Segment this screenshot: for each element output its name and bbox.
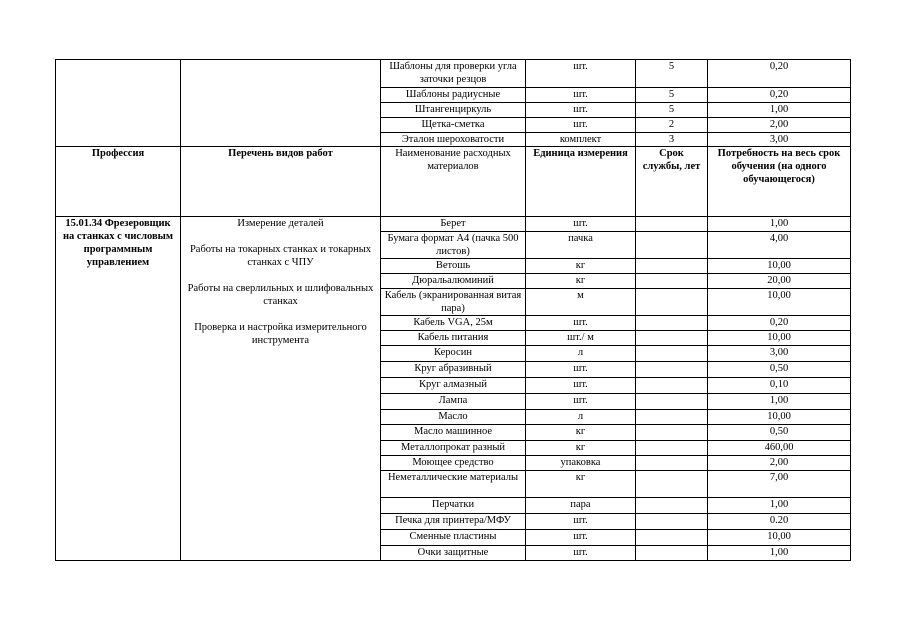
material-name: Лампа (381, 394, 526, 410)
material-term (636, 514, 708, 530)
header-material-name: Наименование расходных материалов (381, 147, 526, 217)
material-unit: шт. (526, 378, 636, 394)
material-name: Штангенциркуль (381, 103, 526, 118)
header-works: Перечень видов работ (181, 147, 381, 217)
material-name: Шаблоны радиусные (381, 88, 526, 103)
material-term: 3 (636, 133, 708, 147)
material-unit: пачка (526, 232, 636, 259)
material-unit: шт. (526, 546, 636, 561)
material-unit: комплект (526, 133, 636, 147)
material-term (636, 530, 708, 546)
material-need: 3,00 (708, 133, 851, 147)
material-name: Очки защитные (381, 546, 526, 561)
material-unit: кг (526, 259, 636, 274)
material-need: 10,00 (708, 530, 851, 546)
material-term (636, 394, 708, 410)
material-need: 1,00 (708, 103, 851, 118)
material-name: Берет (381, 217, 526, 232)
material-need: 0,20 (708, 316, 851, 331)
material-need: 0,50 (708, 362, 851, 378)
material-unit: упаковка (526, 456, 636, 471)
materials-table (55, 59, 851, 561)
material-need: 2,00 (708, 118, 851, 133)
material-need: 0,10 (708, 378, 851, 394)
profession-cell: 15.01.34 Фрезеровщик на станках с числовым программным управлением (56, 217, 181, 561)
top-rows (56, 60, 851, 147)
material-term (636, 410, 708, 425)
works-cell (181, 217, 381, 561)
material-name: Ветошь (381, 259, 526, 274)
work-item: Проверка и настройка измерительного инструмента (194, 322, 367, 346)
material-term (636, 316, 708, 331)
material-term (636, 425, 708, 441)
empty-works-cell (181, 60, 381, 147)
material-unit: л (526, 410, 636, 425)
material-name: Шаблоны для проверки угла заточки резцов (381, 60, 526, 88)
material-unit: л (526, 346, 636, 362)
material-unit: шт. (526, 514, 636, 530)
material-unit: кг (526, 471, 636, 498)
material-unit: шт. (526, 316, 636, 331)
material-rows (56, 217, 851, 561)
material-term (636, 362, 708, 378)
material-need: 0,20 (708, 88, 851, 103)
material-name: Кабель питания (381, 331, 526, 346)
material-need: 10,00 (708, 410, 851, 425)
material-unit: пара (526, 498, 636, 514)
material-term (636, 331, 708, 346)
material-need: 1,00 (708, 546, 851, 561)
material-need: 20,00 (708, 274, 851, 289)
material-term: 5 (636, 60, 708, 88)
material-need: 3,00 (708, 346, 851, 362)
material-unit: шт. (526, 88, 636, 103)
material-name: Бумага формат А4 (пачка 500 листов) (381, 232, 526, 259)
material-need: 0,50 (708, 425, 851, 441)
material-unit: шт. (526, 103, 636, 118)
material-term (636, 346, 708, 362)
material-name: Дюральалюминий (381, 274, 526, 289)
material-name: Эталон шероховатости (381, 133, 526, 147)
material-unit: кг (526, 441, 636, 456)
material-unit: кг (526, 274, 636, 289)
header-profession: Профессия (56, 147, 181, 217)
work-item: Работы на токарных станках и токарных станках с ЧПУ (189, 244, 372, 268)
material-unit: шт. (526, 118, 636, 133)
material-need: 460,00 (708, 441, 851, 456)
material-name: Кабель (экранированная витая пара) (381, 289, 526, 316)
material-term (636, 217, 708, 232)
material-unit: шт. (526, 394, 636, 410)
material-need: 0,20 (708, 60, 851, 88)
material-term (636, 378, 708, 394)
material-term (636, 289, 708, 316)
material-name: Масло (381, 410, 526, 425)
material-need: 1,00 (708, 498, 851, 514)
spacer (184, 308, 377, 321)
material-need: 10,00 (708, 259, 851, 274)
header-rows (56, 147, 851, 217)
material-term (636, 498, 708, 514)
material-term (636, 274, 708, 289)
material-term (636, 232, 708, 259)
header-unit: Единица измерения (526, 147, 636, 217)
material-need: 1,00 (708, 394, 851, 410)
material-term (636, 546, 708, 561)
header-term: Срок службы, лет (636, 147, 708, 217)
material-term (636, 441, 708, 456)
material-need: 2,00 (708, 456, 851, 471)
table-row (56, 217, 851, 232)
material-term: 5 (636, 88, 708, 103)
material-name: Кабель VGA, 25м (381, 316, 526, 331)
material-need: 10,00 (708, 289, 851, 316)
material-name: Керосин (381, 346, 526, 362)
header-need: Потребность на весь срок обучения (на одного обучающегося) (708, 147, 851, 217)
material-unit: м (526, 289, 636, 316)
material-name: Круг алмазный (381, 378, 526, 394)
material-unit: шт. (526, 217, 636, 232)
material-term: 2 (636, 118, 708, 133)
material-name: Перчатки (381, 498, 526, 514)
material-name: Печка для принтера/МФУ (381, 514, 526, 530)
material-need: 10,00 (708, 331, 851, 346)
material-name: Неметаллические материалы (381, 471, 526, 498)
material-need: 1,00 (708, 217, 851, 232)
work-item: Работы на сверлильных и шлифовальных станках (187, 283, 374, 307)
material-unit: шт. (526, 60, 636, 88)
material-name: Щетка-сметка (381, 118, 526, 133)
table-row (56, 60, 851, 88)
material-name: Круг абразивный (381, 362, 526, 378)
material-unit: шт./ м (526, 331, 636, 346)
material-term (636, 456, 708, 471)
work-item: Измерение деталей (237, 218, 324, 229)
material-term (636, 471, 708, 498)
material-term (636, 259, 708, 274)
material-name: Металлопрокат разный (381, 441, 526, 456)
spacer (184, 269, 377, 282)
material-name: Масло машинное (381, 425, 526, 441)
material-unit: кг (526, 425, 636, 441)
material-need: 0.20 (708, 514, 851, 530)
material-name: Сменные пластины (381, 530, 526, 546)
material-need: 4,00 (708, 232, 851, 259)
empty-profession-cell (56, 60, 181, 147)
material-unit: шт. (526, 530, 636, 546)
spacer (184, 230, 377, 243)
material-term: 5 (636, 103, 708, 118)
material-name: Моющее средство (381, 456, 526, 471)
header-row (56, 147, 851, 217)
material-need: 7,00 (708, 471, 851, 498)
material-unit: шт. (526, 362, 636, 378)
